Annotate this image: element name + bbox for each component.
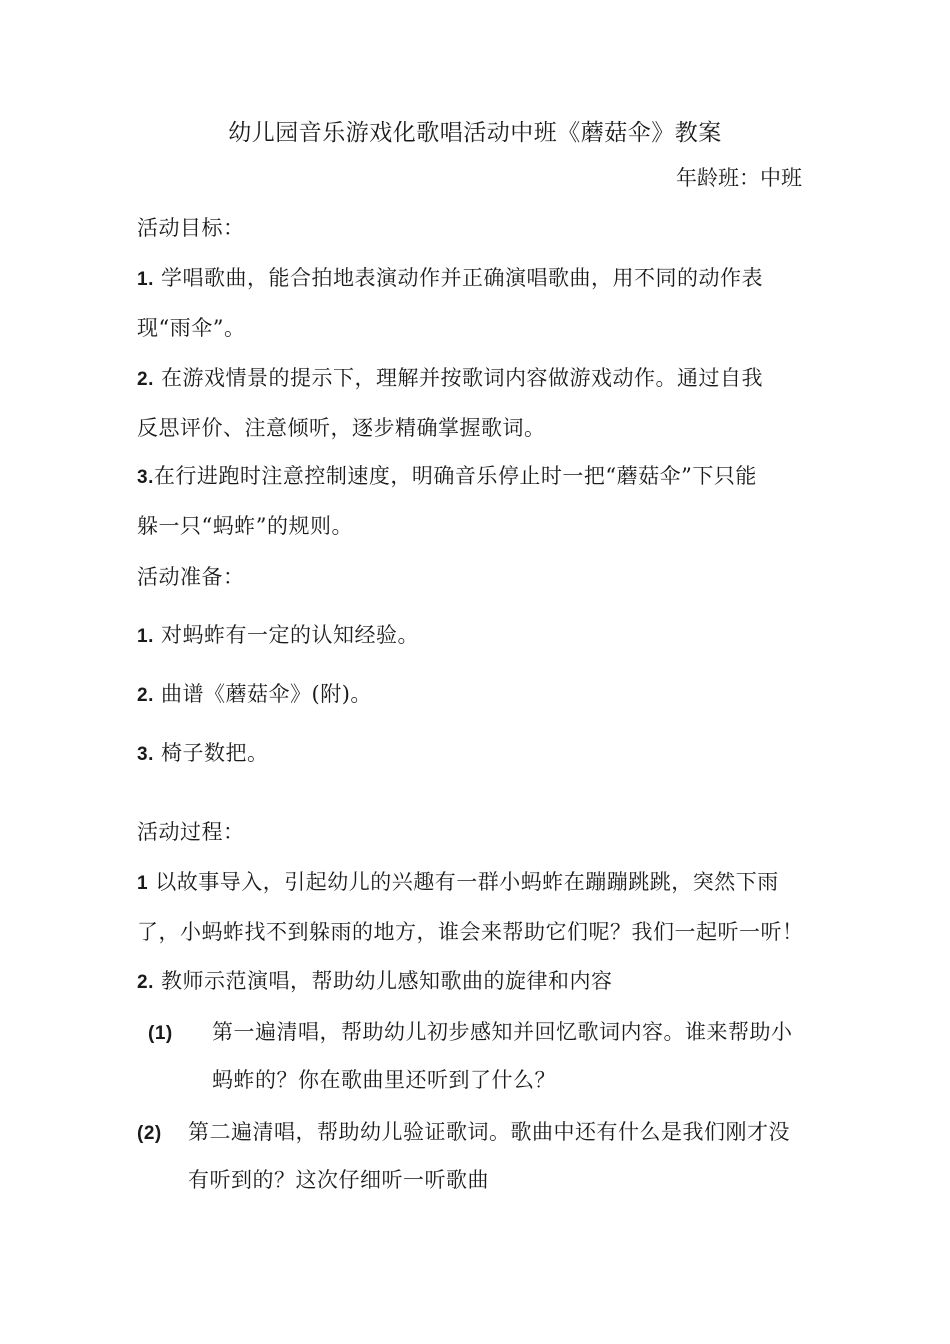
process-sub-2-text: 第二遍清唱，帮助幼儿验证歌词。歌曲中还有什么是我们刚才没: [188, 1120, 790, 1144]
process-sub-2-line1: [137, 1118, 790, 1148]
process-step-1-number: 1: [137, 873, 149, 894]
prep-item-3: 3. 椅子数把。: [137, 741, 269, 765]
process-sub-1-number: (1): [148, 1023, 173, 1044]
goals-heading: 活动目标：: [137, 216, 245, 240]
process-step-2: 2. 教师示范演唱，帮助幼儿感知歌曲的旋律和内容: [137, 969, 613, 993]
prep-item-1-number: 1: [137, 626, 149, 647]
goal-item-1-line1: 1. 学唱歌曲，能合拍地表演动作并正确演唱歌曲，用不同的动作表: [137, 266, 764, 290]
goal-item-2-line2: 反思评价、注意倾听，逐步精确掌握歌词。: [137, 416, 546, 440]
prep-item-3-number: 3: [137, 744, 149, 765]
process-step-1-line1: [137, 868, 779, 898]
process-sub-2-line2: 有听到的？这次仔细听一听歌曲: [188, 1168, 489, 1192]
goal-item-3-line1: 3.在行进跑时注意控制速度，明确音乐停止时一把“蘑菇伞”下只能: [137, 464, 757, 488]
goal-item-1-number: 1: [137, 269, 149, 290]
goal-item-2-number: 2: [137, 369, 149, 390]
process-sub-1-text: 第一遍清唱，帮助幼儿初步感知并回忆歌词内容。谁来帮助小: [212, 1020, 793, 1044]
goal-item-3-number: 3: [137, 467, 149, 488]
process-step-1-line2: 了，小蚂蚱找不到躲雨的地方，谁会来帮助它们呢？我们一起听一听！: [137, 920, 804, 944]
prep-item-2: 2. 曲谱《蘑菇伞》(附)。: [137, 682, 372, 706]
prep-item-2-text: 曲谱《蘑菇伞》(附)。: [161, 682, 372, 706]
prep-item-3-text: 椅子数把。: [161, 741, 269, 765]
process-step-1-text: 以故事导入，引起幼儿的兴趣有一群小蚂蚱在蹦蹦跳跳，突然下雨: [155, 870, 779, 894]
document-title: 幼儿园音乐游戏化歌唱活动中班《蘑菇伞》教案: [228, 120, 722, 146]
age-class-label: 年龄班：中班: [676, 166, 802, 190]
process-heading: 活动过程：: [137, 820, 245, 844]
prep-item-1: 1. 对蚂蚱有一定的认知经验。: [137, 623, 420, 647]
goal-item-1-line2: 现“雨伞”。: [137, 316, 246, 340]
goal-item-2-line1: 2. 在游戏情景的提示下，理解并按歌词内容做游戏动作。通过自我: [137, 366, 764, 390]
goal-item-2-text: 在游戏情景的提示下，理解并按歌词内容做游戏动作。通过自我: [161, 366, 764, 390]
prep-item-1-text: 对蚂蚱有一定的认知经验。: [161, 623, 420, 647]
goal-item-3-text: 在行进跑时注意控制速度，明确音乐停止时一把“蘑菇伞”下只能: [153, 464, 757, 488]
process-step-2-text: 教师示范演唱，帮助幼儿感知歌曲的旋律和内容: [161, 969, 613, 993]
process-sub-1-line1: [148, 1018, 793, 1048]
prep-item-2-number: 2: [137, 685, 149, 706]
goal-item-3-line2: 躲一只“蚂蚱”的规则。: [137, 514, 353, 538]
process-step-2-number: 2: [137, 972, 149, 993]
goal-item-1-text: 学唱歌曲，能合拍地表演动作并正确演唱歌曲，用不同的动作表: [161, 266, 764, 290]
process-sub-1-line2: 蚂蚱的？你在歌曲里还听到了什么？: [212, 1068, 556, 1092]
process-sub-2-number: (2): [137, 1123, 162, 1144]
preparation-heading: 活动准备：: [137, 565, 245, 589]
